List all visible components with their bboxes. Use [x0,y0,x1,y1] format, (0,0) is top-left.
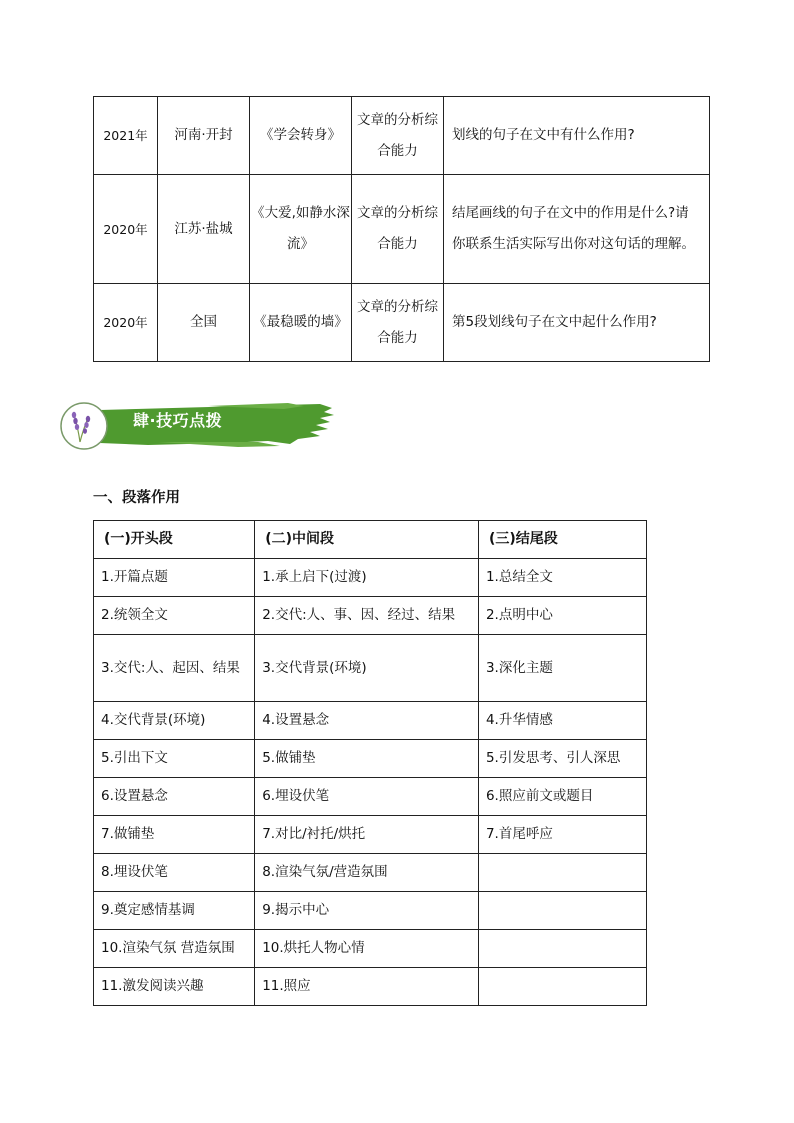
table-row [94,597,647,635]
table-cell: 9.揭示中心 [255,892,479,930]
column-header: (三)结尾段 [478,521,646,559]
table-row [94,968,647,1006]
table-cell: 10.烘托人物心情 [255,930,479,968]
question-cell: 第5段划线句子在文中起什么作用? [444,284,710,362]
table-row [94,930,647,968]
question-type-cell: 文章的分析综合能力 [352,284,444,362]
table-cell: 5.做铺垫 [255,740,479,778]
table-cell: 7.对比/衬托/烘托 [255,816,479,854]
table-cell [478,854,646,892]
table-row [94,778,647,816]
table-cell: 5.引发思考、引人深思 [478,740,646,778]
column-header: (一)开头段 [94,521,255,559]
article-title-cell: 《最稳暖的墙》 [250,284,352,362]
table-cell: 8.埋设伏笔 [94,854,255,892]
question-type-cell: 文章的分析综合能力 [352,175,444,284]
table-cell: 11.激发阅读兴趣 [94,968,255,1006]
question-cell: 划线的句子在文中有什么作用? [444,97,710,175]
table-cell: 1.总结全文 [478,559,646,597]
year-cell: 2020年 [94,284,158,362]
table-cell: 5.引出下文 [94,740,255,778]
table-cell [478,930,646,968]
question-type-cell: 文章的分析综合能力 [352,97,444,175]
table-row [94,97,710,175]
table-row [94,702,647,740]
question-cell: 结尾画线的句子在文中的作用是什么?请你联系生活实际写出你对这句话的理解。 [444,175,710,284]
table-cell: 3.交代:人、起因、结果 [94,635,255,702]
table-row [94,635,647,702]
table-cell: 6.照应前文或题目 [478,778,646,816]
region-cell: 江苏·盐城 [158,175,250,284]
table-cell: 4.升华情感 [478,702,646,740]
table-cell: 9.奠定感情基调 [94,892,255,930]
table-cell: 4.交代背景(环境) [94,702,255,740]
table-cell: 7.做铺垫 [94,816,255,854]
article-title-cell: 《大爱,如静水深流》 [250,175,352,284]
exam-reference-table [93,96,710,362]
article-title-cell: 《学会转身》 [250,97,352,175]
table-header-row [94,521,647,559]
table-cell: 1.承上启下(过渡) [255,559,479,597]
table-row [94,854,647,892]
table-cell: 10.渲染气氛 营造氛围 [94,930,255,968]
table-row [94,740,647,778]
column-header: (二)中间段 [255,521,479,559]
table-row [94,816,647,854]
region-cell: 全国 [158,284,250,362]
table-cell: 3.深化主题 [478,635,646,702]
table-cell: 3.交代背景(环境) [255,635,479,702]
table-cell: 8.渲染气氛/营造氛围 [255,854,479,892]
table-cell: 1.开篇点题 [94,559,255,597]
table-cell: 11.照应 [255,968,479,1006]
banner-title: 肆·技巧点拨 [133,411,223,430]
table-cell: 2.交代:人、事、因、经过、结果 [255,597,479,635]
table-cell [478,892,646,930]
table-cell: 7.首尾呼应 [478,816,646,854]
table-cell: 6.设置悬念 [94,778,255,816]
table-cell [478,968,646,1006]
table-cell: 4.设置悬念 [255,702,479,740]
table-row [94,559,647,597]
table-cell: 2.点明中心 [478,597,646,635]
table-cell: 6.埋设伏笔 [255,778,479,816]
table-row [94,284,710,362]
section-heading: 一、段落作用 [93,490,180,506]
year-cell: 2020年 [94,175,158,284]
table-row [94,892,647,930]
table-cell: 2.统领全文 [94,597,255,635]
table-row [94,175,710,284]
region-cell: 河南·开封 [158,97,250,175]
paragraph-function-table [93,520,647,1006]
year-cell: 2021年 [94,97,158,175]
